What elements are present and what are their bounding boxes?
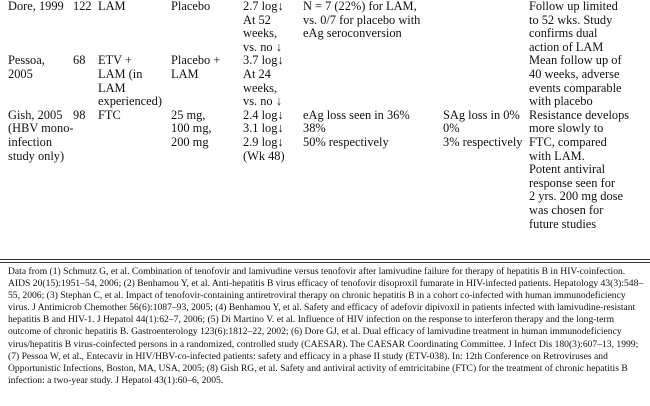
table-row [0, 0, 650, 54]
study-cell: Gish, 2005 (HBV mono- infection study only) [8, 107, 74, 163]
eag-cell: eAg loss seen in 36% 38% 50% respectively [303, 107, 410, 149]
table-row [0, 54, 650, 108]
comments-cell: Follow up limited to 52 wks. Study confirms dual action of LAM [529, 0, 618, 54]
comments-cell: Mean follow up of 40 weeks, adverse events comparable with placebo [529, 53, 622, 109]
eag-cell: N = 7 (22%) for LAM, vs. 0/7 for placebo with eAg seroconversion [303, 0, 421, 41]
table-row [0, 109, 650, 231]
dna-cell: 2.7 log↓ At 52 weeks, vs. no ↓ [243, 0, 284, 54]
sag-cell: SAg loss in 0% 0% 3% respectively [443, 107, 523, 149]
study-cell: Pessoa, 2005 [8, 53, 45, 81]
sag-cell [443, 0, 529, 54]
table-bottom-rule-double [0, 262, 650, 263]
table-bottom-rule [0, 259, 650, 260]
n-cell: 122 [73, 0, 92, 13]
study-cell: Dore, 1999 [8, 0, 64, 13]
comments-cell: Resistance develops more slowly to FTC, compared with LAM. Potent antiviral response seen for 2 yrs. 200 mg dose was chosen for future studies [529, 107, 630, 231]
dna-cell: 2.4 log↓ 3.1 log↓ 2.9 log↓ (Wk 48) [243, 107, 285, 163]
n-cell: 68 [73, 53, 86, 68]
comparator-cell: Placebo [171, 0, 211, 13]
regimen-cell: LAM [98, 0, 126, 13]
dna-cell: 3.7 log↓ At 24 weeks, vs. no ↓ [243, 53, 284, 109]
regimen-cell: FTC [98, 107, 121, 122]
regimen-cell: ETV + LAM (in LAM experienced) [98, 53, 162, 109]
sag-cell [443, 54, 529, 108]
comparator-cell: 25 mg, 100 mg, 200 mg [171, 107, 212, 149]
eag-cell [303, 54, 443, 108]
comparator-cell: Placebo + LAM [171, 53, 221, 81]
footnote-references: Data from (1) Schmutz G, et al. Combination of tenofovir and lamivudine versus tenofovir after lamivudine failure for therapy of hepatitis B in HIV-coinfection. AIDS 20(15):1951–54, 2006; (2) Benhamou Y, et al. Anti-hepatitis B virus efficacy of tenofovir disoproxil fumarate in HIV-infected patients. Hepatology 43(3):548–55, 2006; (3) Stephan C, et al. Impact of tenofovir-containing antiretroviral therapy on chronic hepatitis B in a cohort co-infected with human immunodeficiency virus. J Antimicrob Chemother 56(6):1087–93, 2005; (4) Benhamou Y, et al. Safety and efficacy of adefovir dipivoxil in patients infected with lamivudine-resistant hepatitis B and HIV-1. J Hepatol 44(1):62–7, 2006; (5) Di Martino V. et al. Influence of HIV infection on the response to interferon therapy and the long-term outcome of chronic hepatitis B. Gastroenterology 123(6):1812–22, 2002; (6) Dore GJ, et al. Dual efficacy of lamivudine treatment in human immunodeficiency virus/hepatitis B virus-coinfected persons in a randomized, controlled study (CAESAR). The CAESAR Coordinating Committee. J Infect Dis 180(3):607–13, 1999; (7) Pessoa W, et al., Entecavir in HIV/HBV-co-infected patients: safety and efficacy in a phase II study (ETV-038). In: 12th Conference on Retroviruses and Opportunistic Infections, Boston, MA, USA, 2005; (8) Gish RG, et al. Safety and antiviral activity of emtricitabine (FTC) for the treatment of chronic hepatitis B infection: a two-year study. J Hepatol 43(1):60–6, 2005. [8, 266, 644, 386]
n-cell: 98 [73, 107, 86, 122]
